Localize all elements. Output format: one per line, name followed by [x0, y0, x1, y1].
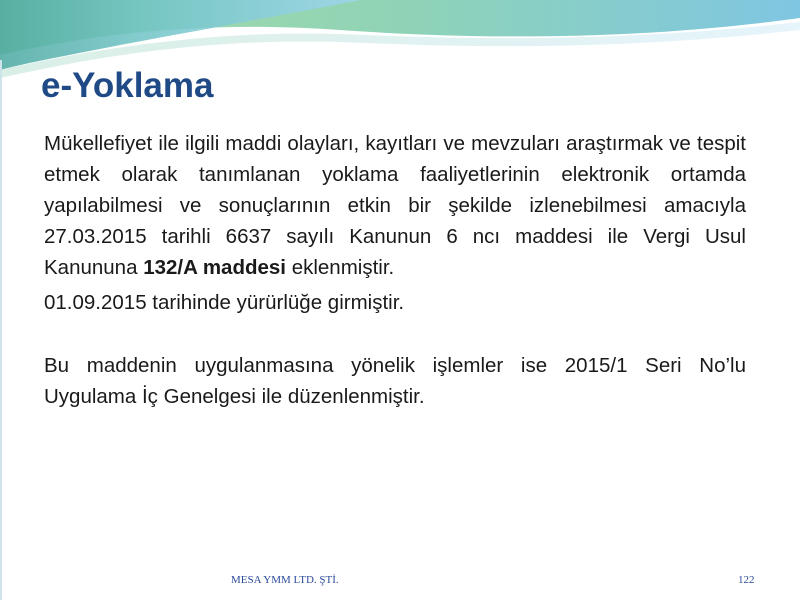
- bold-article-reference: 132/A maddesi: [143, 256, 286, 279]
- paragraph-text-end: eklenmiştir.: [286, 256, 395, 279]
- paragraph-yoklama-definition: [44, 128, 746, 283]
- paragraph-effective-date: 01.09.2015 tarihinde yürürlüğe girmiştir.: [44, 291, 405, 314]
- paragraph-text: Mükellefiyet ile ilgili maddi olayları, kayıtları ve mevzuları araştırmak ve tespit etmek olarak tanımlanan yoklama faaliyetlerinin elektronik ortamda yapılabilmesi ve sonuçlarının etkin bir şekilde izlenebilmesi amacıyla 27.03.2015 tarihli 6637 sayılı Kanunun 6 ncı maddesi ile Vergi Usul Kanununa: [44, 132, 746, 279]
- slide-body: [44, 128, 746, 412]
- paragraph-circular-reference: Bu maddenin uygulanmasına yönelik işlemler ise 2015/1 Seri No’lu Uygulama İç Genelgesi ile düzenlenmiştir.: [44, 354, 746, 408]
- footer-company-name: MESA YMM LTD. ŞTİ.: [231, 574, 339, 586]
- left-border-line: [0, 60, 2, 600]
- slide-title: e-Yoklama: [41, 66, 214, 105]
- footer-page-number: 122: [738, 574, 755, 586]
